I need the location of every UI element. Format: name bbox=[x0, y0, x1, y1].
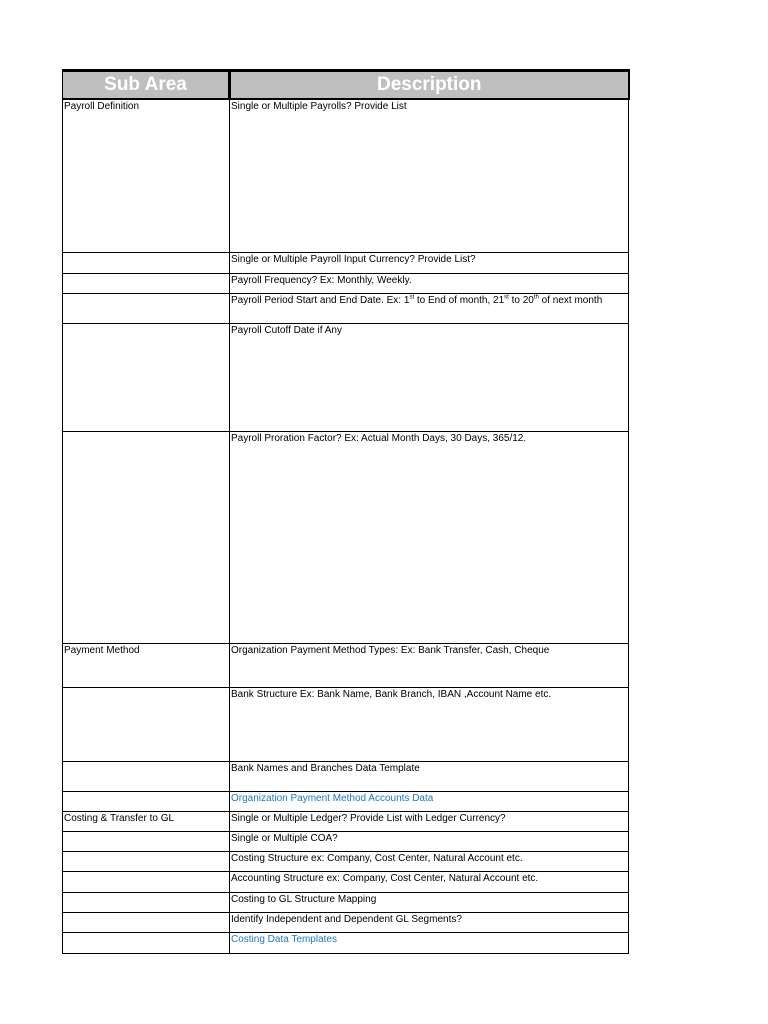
table-row bbox=[63, 252, 629, 273]
ordinal-suffix: st bbox=[504, 294, 509, 301]
description-cell: Single or Multiple Ledger? Provide List with Ledger Currency? bbox=[230, 811, 629, 831]
table-row bbox=[63, 643, 629, 687]
sub-area-cell bbox=[63, 252, 230, 273]
sub-area-cell bbox=[63, 687, 230, 761]
sub-area-cell bbox=[63, 791, 230, 811]
sub-area-cell bbox=[63, 892, 230, 912]
description-cell: Payroll Proration Factor? Ex: Actual Month Days, 30 Days, 365/12. bbox=[230, 431, 629, 643]
table-row bbox=[63, 932, 629, 953]
table-row bbox=[63, 851, 629, 871]
header-row bbox=[63, 71, 629, 100]
sub-area-cell bbox=[63, 761, 230, 791]
description-cell: Bank Names and Branches Data Template bbox=[230, 761, 629, 791]
sub-area-cell bbox=[63, 851, 230, 871]
description-cell: Costing Structure ex: Company, Cost Center, Natural Account etc. bbox=[230, 851, 629, 871]
requirements-sheet bbox=[62, 69, 628, 954]
description-cell: Organization Payment Method Types: Ex: Bank Transfer, Cash, Cheque bbox=[230, 643, 629, 687]
sub-area-cell: Costing & Transfer to GL bbox=[63, 811, 230, 831]
sub-area-cell bbox=[63, 831, 230, 851]
sub-area-cell bbox=[63, 871, 230, 892]
description-cell: Payroll Cutoff Date if Any bbox=[230, 323, 629, 431]
table-row bbox=[63, 912, 629, 932]
description-link[interactable]: Organization Payment Method Accounts Data bbox=[230, 791, 629, 811]
description-cell: Payroll Frequency? Ex: Monthly, Weekly. bbox=[230, 273, 629, 293]
description-text: to End of month, 21 bbox=[414, 294, 505, 306]
table-row bbox=[63, 761, 629, 791]
sub-area-cell: Payroll Definition bbox=[63, 99, 230, 252]
description-cell: Costing to GL Structure Mapping bbox=[230, 892, 629, 912]
description-text: to 20 bbox=[508, 294, 534, 306]
sub-area-cell bbox=[63, 293, 230, 323]
sub-area-cell bbox=[63, 431, 230, 643]
ordinal-suffix: st bbox=[409, 294, 415, 301]
table-row bbox=[63, 811, 629, 831]
description-cell: Bank Structure Ex: Bank Name, Bank Branch, IBAN ,Account Name etc. bbox=[230, 687, 629, 761]
description-cell: Identify Independent and Dependent GL Segments? bbox=[230, 912, 629, 932]
description-cell: Single or Multiple COA? bbox=[230, 831, 629, 851]
table-row bbox=[63, 323, 629, 431]
table-row bbox=[63, 892, 629, 912]
table-row bbox=[63, 431, 629, 643]
description-link[interactable]: Costing Data Templates bbox=[230, 932, 629, 953]
header-sub-area: Sub Area bbox=[63, 71, 230, 100]
sub-area-cell bbox=[63, 323, 230, 431]
requirements-table bbox=[62, 69, 630, 954]
table-row bbox=[63, 273, 629, 293]
table-row bbox=[63, 99, 629, 252]
description-text: Payroll Period Start and End Date. Ex: 1 bbox=[231, 294, 410, 306]
ordinal-suffix: th bbox=[533, 294, 539, 301]
description-cell: Accounting Structure ex: Company, Cost Center, Natural Account etc. bbox=[230, 871, 629, 892]
table-row bbox=[63, 687, 629, 761]
sub-area-cell bbox=[63, 932, 230, 953]
description-cell bbox=[230, 293, 629, 323]
sub-area-cell bbox=[63, 912, 230, 932]
description-cell: Single or Multiple Payroll Input Currency? Provide List? bbox=[230, 252, 629, 273]
sub-area-cell: Payment Method bbox=[63, 643, 230, 687]
table-row bbox=[63, 293, 629, 323]
table-row bbox=[63, 831, 629, 851]
header-description: Description bbox=[230, 71, 629, 100]
table-row bbox=[63, 791, 629, 811]
sub-area-cell bbox=[63, 273, 230, 293]
table-row bbox=[63, 871, 629, 892]
description-text: of next month bbox=[538, 294, 603, 306]
description-cell: Single or Multiple Payrolls? Provide List bbox=[230, 99, 629, 252]
